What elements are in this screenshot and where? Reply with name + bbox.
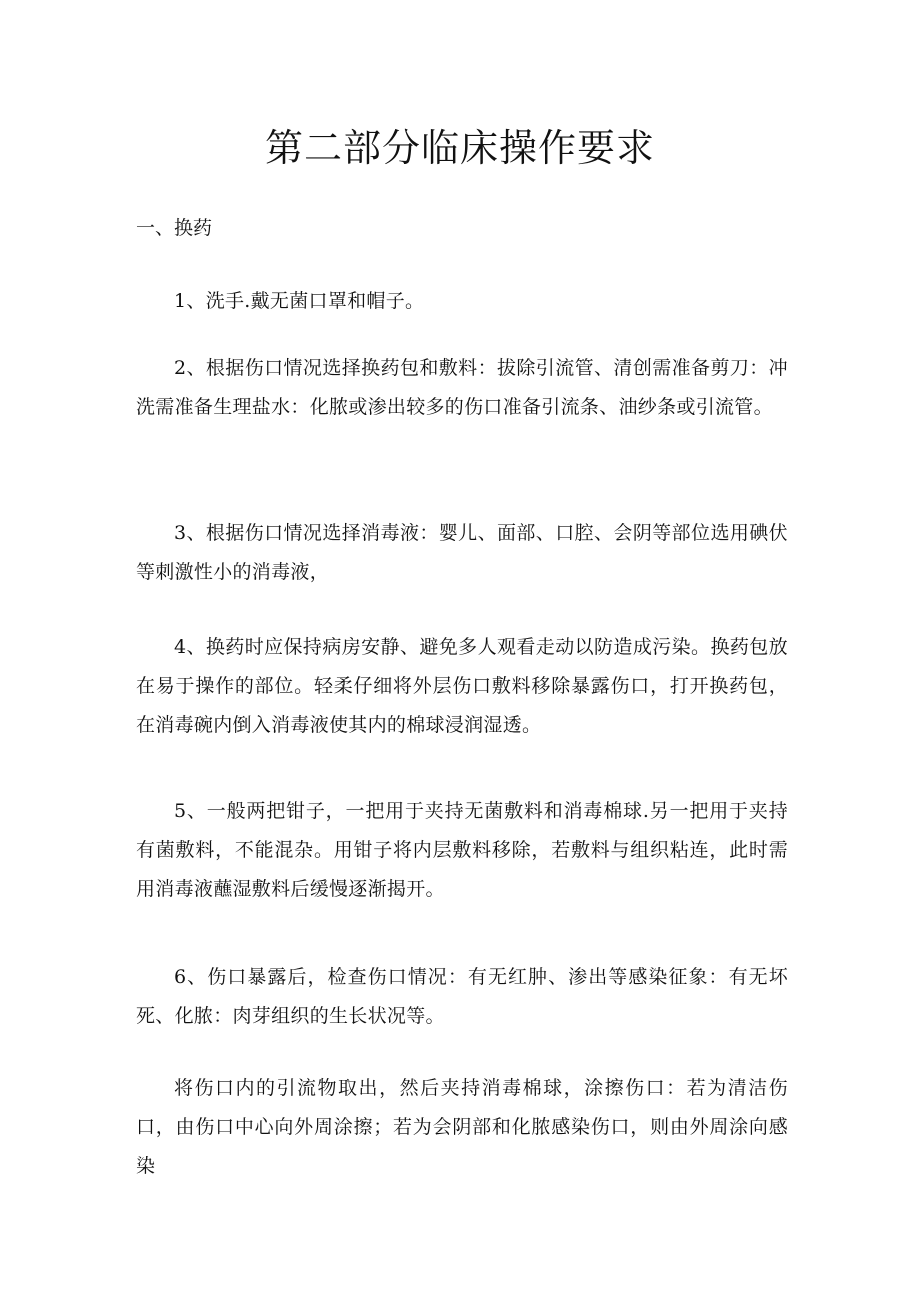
paragraph-cleaning: 将伤口内的引流物取出，然后夹持消毒棉球，涂擦伤口：若为清洁伤口，由伤口中心向外周涂擦；若为会阴部和化脓感染伤口，则由外周涂向感染 [136,1077,788,1177]
section-heading: 一、换药 [136,217,213,239]
paragraph-step-6: 6、伤口暴露后，检查伤口情况：有无红肿、渗出等感染征象：有无坏死、化脓：肉芽组织的生长状况等。 [136,966,788,1027]
paragraph-step-4: 4、换药时应保持病房安静、避免多人观看走动以防造成污染。换药包放在易于操作的部位。轻柔仔细将外层伤口敷料移除暴露伤口，打开换药包，在消毒碗内倒入消毒液使其内的棉球浸润湿透。 [136,636,788,736]
paragraph-step-5: 5、一般两把钳子，一把用于夹持无菌敷料和消毒棉球.另一把用于夹持有菌敷料，不能混杂。用钳子将内层敷料移除，若敷料与组织粘连，此时需用消毒液蘸湿敷料后缓慢逐渐揭开。 [136,800,788,900]
page-title: 第二部分临床操作要求 [264,126,655,170]
paragraph-step-3: 3、根据伤口情况选择消毒液：婴儿、面部、口腔、会阴等部位选用碘伏等刺激性小的消毒液， [136,522,788,583]
paragraph-step-1: 1、洗手.戴无菌口罩和帽子。 [174,290,425,312]
paragraph-step-2: 2、根据伤口情况选择换药包和敷料：拔除引流管、清创需准备剪刀：冲洗需准备生理盐水：化脓或渗出较多的伤口准备引流条、油纱条或引流管。 [136,357,788,418]
